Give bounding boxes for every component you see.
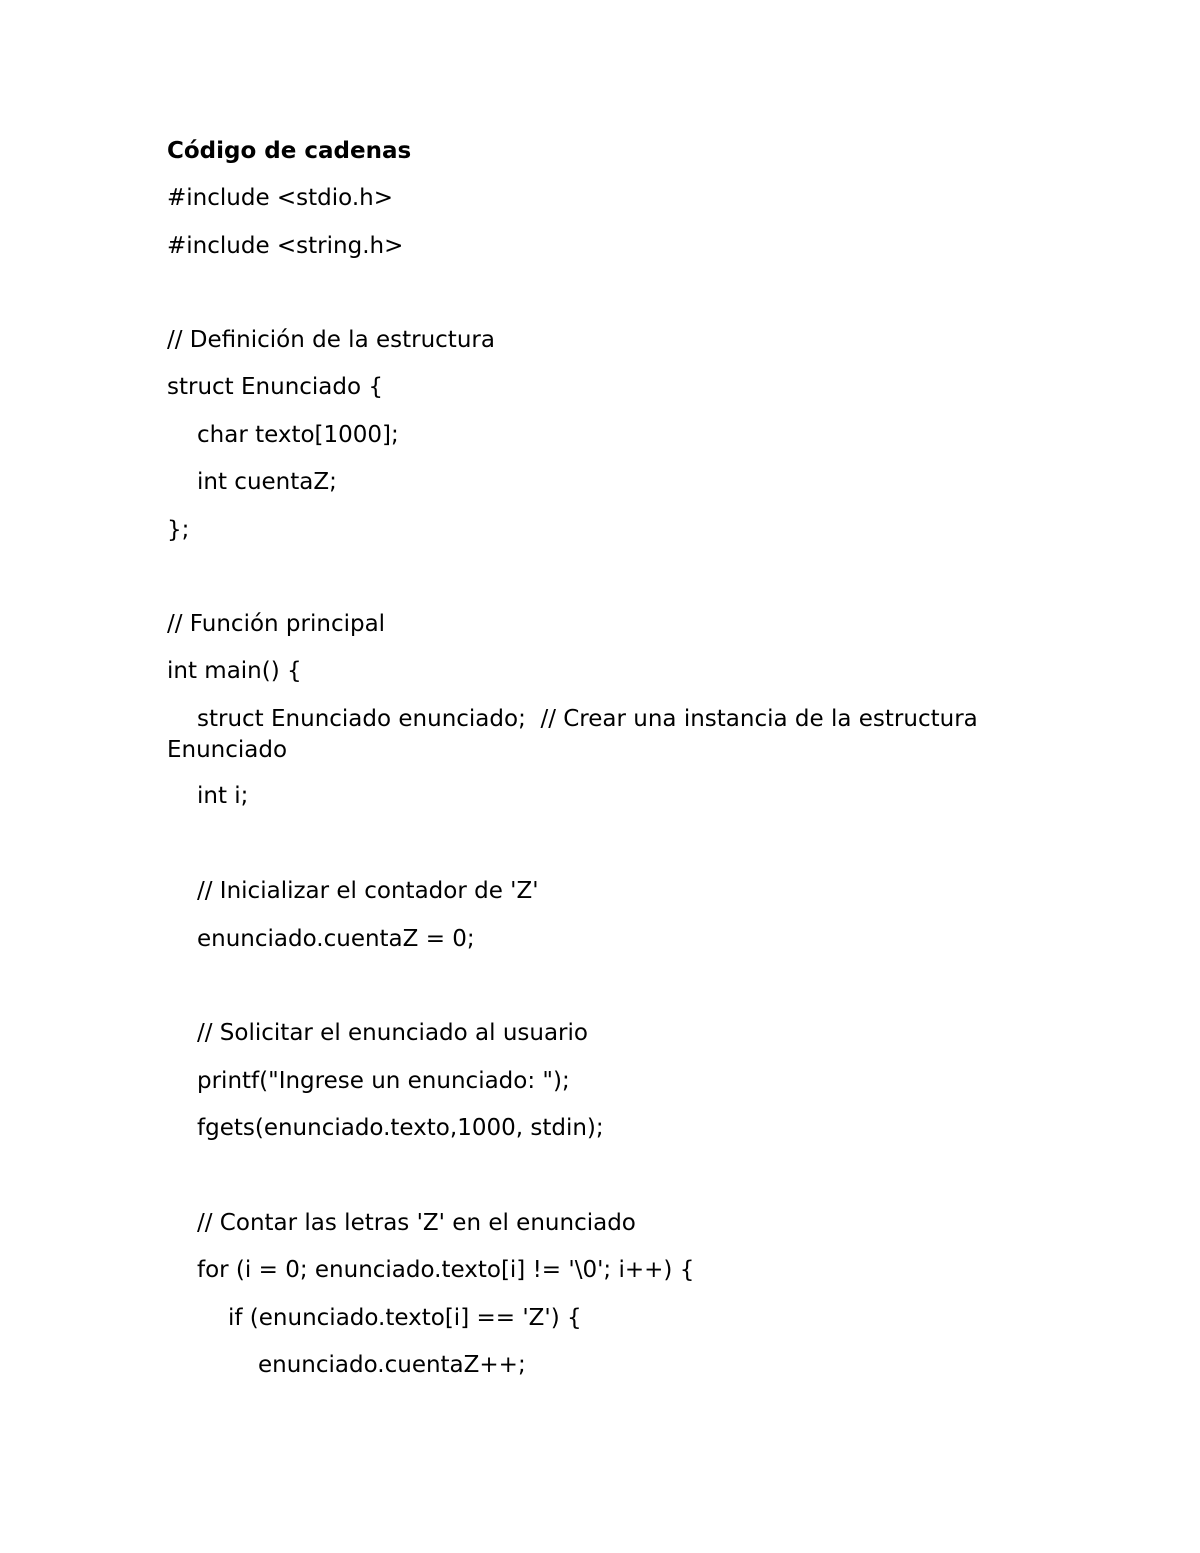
code-line: char texto[1000]; — [197, 422, 399, 448]
code-line-wrap: Enunciado — [167, 737, 288, 763]
code-comment: // Función principal — [167, 611, 386, 637]
code-line: printf("Ingrese un enunciado: "); — [197, 1068, 570, 1094]
code-line: int i; — [197, 783, 249, 809]
document-title: Código de cadenas — [167, 138, 412, 164]
code-comment: // Definición de la estructura — [167, 327, 495, 353]
code-line: #include <stdio.h> — [167, 185, 394, 211]
code-comment: // Inicializar el contador de 'Z' — [197, 878, 539, 904]
code-line: fgets(enunciado.texto,1000, stdin); — [197, 1115, 604, 1141]
code-line: for (i = 0; enunciado.texto[i] != '\0'; i++) { — [197, 1257, 695, 1283]
code-line: int cuentaZ; — [197, 469, 337, 495]
code-line: if (enunciado.texto[i] == 'Z') { — [228, 1305, 582, 1331]
code-comment: // Contar las letras 'Z' en el enunciado — [197, 1210, 636, 1236]
code-line: #include <string.h> — [167, 233, 404, 259]
code-comment: // Solicitar el enunciado al usuario — [197, 1020, 588, 1046]
code-line: enunciado.cuentaZ++; — [258, 1352, 526, 1378]
code-line: int main() { — [167, 658, 302, 684]
code-line: enunciado.cuentaZ = 0; — [197, 926, 475, 952]
code-line: struct Enunciado { — [167, 374, 384, 400]
code-line: struct Enunciado enunciado; // Crear una instancia de la estructura — [197, 706, 978, 732]
code-line: }; — [167, 517, 190, 543]
